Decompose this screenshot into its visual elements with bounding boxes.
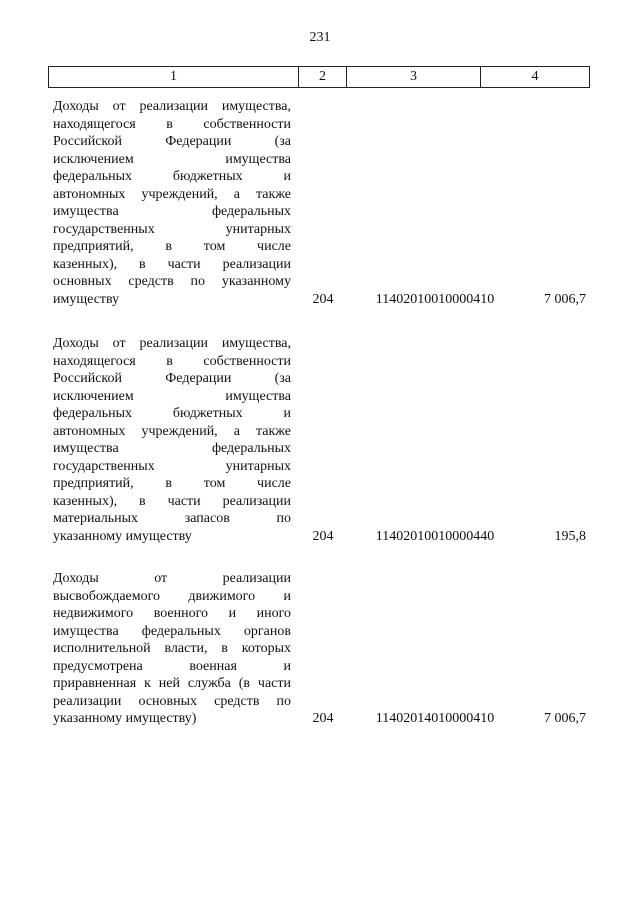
page-number: 231 [309, 30, 331, 45]
description-line: казенных), в части реализации [53, 493, 291, 509]
description-line: государственных унитарных [53, 221, 291, 237]
description-line: реализации основных средств по [53, 693, 291, 709]
description-line: автономных учреждений, а также [53, 423, 291, 439]
row-code-2: 11402010010000440 [375, 528, 495, 544]
description-line: предприятий, в том числе [53, 239, 291, 254]
row-amount: 7 006,7 [544, 291, 586, 307]
description-line: приравненная к ней служба (в части [53, 676, 291, 691]
description-line: имуществу [53, 291, 120, 307]
description-line: находящегося в собственности [53, 116, 291, 132]
column-header-3: 3 [347, 67, 481, 88]
description-line: недвижимого военного и иного [53, 606, 291, 621]
description-line: Доходы от реализации имущества, [53, 99, 291, 114]
description-line: федеральных бюджетных и [53, 406, 291, 421]
description-line: Доходы от реализации [53, 571, 291, 586]
column-header-2: 2 [299, 67, 347, 88]
row-description [53, 335, 291, 545]
description-line: предприятий, в том числе [53, 476, 291, 491]
description-line: предусмотрена военная и [53, 658, 291, 674]
column-header-row [49, 67, 590, 88]
description-line: материальных запасов по [53, 511, 291, 526]
row-amount: 195,8 [554, 528, 586, 544]
row-amount: 7 006,7 [544, 711, 586, 726]
description-line: указанному имуществу) [53, 711, 197, 726]
description-line: исполнительной власти, в которых [53, 641, 291, 656]
description-line: исключением имущества [53, 151, 291, 167]
description-line: казенных), в части реализации [53, 256, 291, 272]
description-line: основных средств по указанному [53, 274, 291, 289]
description-line: Доходы от реализации имущества, [53, 336, 291, 351]
description-line: имущества федеральных [53, 441, 291, 456]
row-code-2: 11402010010000410 [375, 291, 495, 307]
description-line: государственных унитарных [53, 458, 291, 474]
column-header-1: 1 [49, 67, 299, 88]
column-header-4: 4 [481, 67, 590, 88]
row-description [53, 570, 291, 728]
description-line: находящегося в собственности [53, 353, 291, 369]
description-line: исключением имущества [53, 388, 291, 404]
description-line: автономных учреждений, а также [53, 186, 291, 202]
row-description [53, 98, 291, 308]
column-header-table [48, 66, 590, 88]
row-code-2: 11402014010000410 [375, 711, 495, 726]
row-code-1: 204 [312, 711, 334, 726]
description-line: Российской Федерации (за [53, 371, 291, 386]
description-line: имущества федеральных органов [53, 623, 291, 639]
description-line: указанному имуществу [53, 528, 192, 544]
description-line: высвобождаемого движимого и [53, 588, 291, 604]
row-code-1: 204 [312, 528, 334, 544]
description-line: имущества федеральных [53, 204, 291, 219]
description-line: Российской Федерации (за [53, 134, 291, 149]
row-code-1: 204 [312, 291, 334, 307]
description-line: федеральных бюджетных и [53, 169, 291, 184]
